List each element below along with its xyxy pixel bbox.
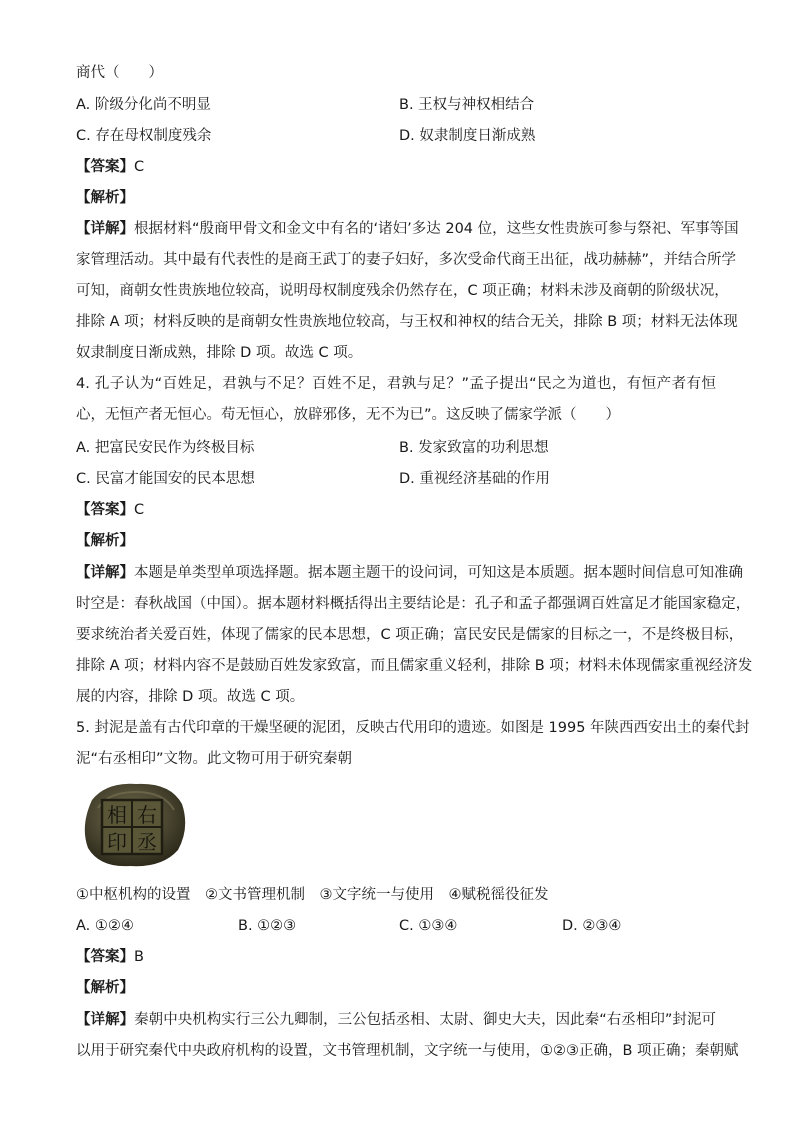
q4-detail-line-4: 排除 A 项；材料内容不是鼓励百姓发家致富，而且儒家重义轻利，排除 B 项；材料未体现儒家重视经济发: [76, 658, 753, 674]
answer-tag: 【答案】: [76, 159, 134, 175]
q4-option-b: B. 发家致富的功利思想: [399, 440, 549, 456]
q5-option-a: A. ①②④: [76, 918, 134, 934]
answer-value: C: [134, 159, 145, 175]
q4-option-c: C. 民富才能国安的民本思想: [76, 471, 255, 487]
q4-option-d: D. 重视经济基础的作用: [399, 471, 550, 487]
q3-detail-line-4: 排除 A 项；材料反映的是商朝女性贵族地位较高，与王权和神权的结合无关，排除 B 项；材料无法体现: [76, 314, 738, 330]
q4-detail-line-1: 【详解】本题是单类型单项选择题。据本题主题干的设问词，可知这是本质题。据本题时间信息可知准确: [76, 565, 743, 581]
q3-option-c: C. 存在母权制度残余: [76, 128, 212, 144]
q5-detail-line-2: 以用于研究秦代中央政府机构的设置，文书管理机制，文字统一与使用，①②③正确，B 项正确；秦朝赋: [76, 1043, 739, 1059]
detail-tag: 【详解】: [76, 221, 134, 237]
q3-analysis-tag: 【解析】: [76, 190, 134, 206]
q5-items: ①中枢机构的设置 ②文书管理机制 ③文字统一与使用 ④赋税徭役征发: [76, 887, 549, 903]
q3-detail-line-2: 家管理活动。其中最有代表性的是商王武丁的妻子妇好，多次受命代商王出征，战功赫赫”，并结合所学: [76, 252, 737, 268]
seal-char-you: 右: [137, 803, 157, 827]
q4-option-a: A. 把富民安民作为终极目标: [76, 440, 255, 456]
q3-detail-line-1: 【详解】根据材料“殷商甲骨文和金文中有名的‘诸妇’多达 204 位，这些女性贵族可参与祭祀、军事等国: [76, 221, 739, 237]
q5-option-d: D. ②③④: [562, 918, 622, 934]
answer-value: C: [134, 502, 145, 518]
q4-detail-line-3: 要求统治者关爱百姓，体现了儒家的民本思想，C 项正确；富民安民是儒家的目标之一，不是终极目标，: [76, 627, 744, 643]
detail-tag: 【详解】: [76, 565, 134, 581]
q5-stem-line-2: 泥“右丞相印”文物。此文物可用于研究秦朝: [76, 751, 353, 767]
q3-answer: [76, 158, 716, 176]
q3-option-b: B. 王权与神权相结合: [399, 97, 535, 113]
q4-stem-line-1: 4. 孔子认为“百姓足，君孰与不足？百姓不足，君孰与足？”孟子提出“民之为道也，有恒产者有恒: [76, 376, 716, 392]
q5-option-b: B. ①②③: [238, 918, 297, 934]
answer-tag: 【答案】: [76, 949, 134, 965]
q5-answer: [76, 948, 716, 966]
seal-char-yin: 印: [107, 830, 127, 854]
q5-analysis-tag: 【解析】: [76, 980, 134, 996]
q3-option-a: A. 阶级分化尚不明显: [76, 97, 211, 113]
seal-clay-image: [78, 778, 190, 870]
detail-tag: 【详解】: [76, 1012, 135, 1028]
q3-detail-line-5: 奴隶制度日渐成熟，排除 D 项。故选 C 项。: [76, 345, 363, 361]
q5-detail-line-1: 【详解】秦朝中央机构实行三公九卿制，三公包括丞相、太尉、御史大夫，因此秦“右丞相印”封泥可: [76, 1012, 716, 1028]
q4-detail-line-5: 展的内容，排除 D 项。故选 C 项。: [76, 689, 305, 705]
seal-char-xiang: 相: [107, 803, 127, 827]
q5-stem-line-1: 5. 封泥是盖有古代印章的干燥坚硬的泥团，反映古代用印的遗迹。如图是 1995 年陕西西安出土的秦代封: [76, 720, 750, 736]
q5-option-c: C. ①③④: [399, 918, 458, 934]
q4-analysis-tag: 【解析】: [76, 533, 134, 549]
answer-tag: 【答案】: [76, 502, 134, 518]
q4-answer: [76, 501, 716, 519]
q3-option-d: D. 奴隶制度日渐成熟: [399, 128, 536, 144]
q4-detail-line-2: 时空是：春秋战国（中国）。据本题材料概括得出主要结论是：孔子和孟子都强调百姓富足才能国家稳定，: [76, 596, 751, 612]
answer-value: B: [134, 949, 144, 965]
q4-stem-line-2: 心，无恒产者无恒心。苟无恒心，放辟邪侈，无不为已”。这反映了儒家学派（ ）: [76, 407, 621, 423]
q3-stem-tail: 商代（ ）: [76, 65, 163, 81]
seal-char-cheng: 丞: [137, 830, 157, 854]
q3-detail-line-3: 可知，商朝女性贵族地位较高，说明母权制度残余仍然存在，C 项正确；材料未涉及商朝的阶级状况，: [76, 283, 729, 299]
